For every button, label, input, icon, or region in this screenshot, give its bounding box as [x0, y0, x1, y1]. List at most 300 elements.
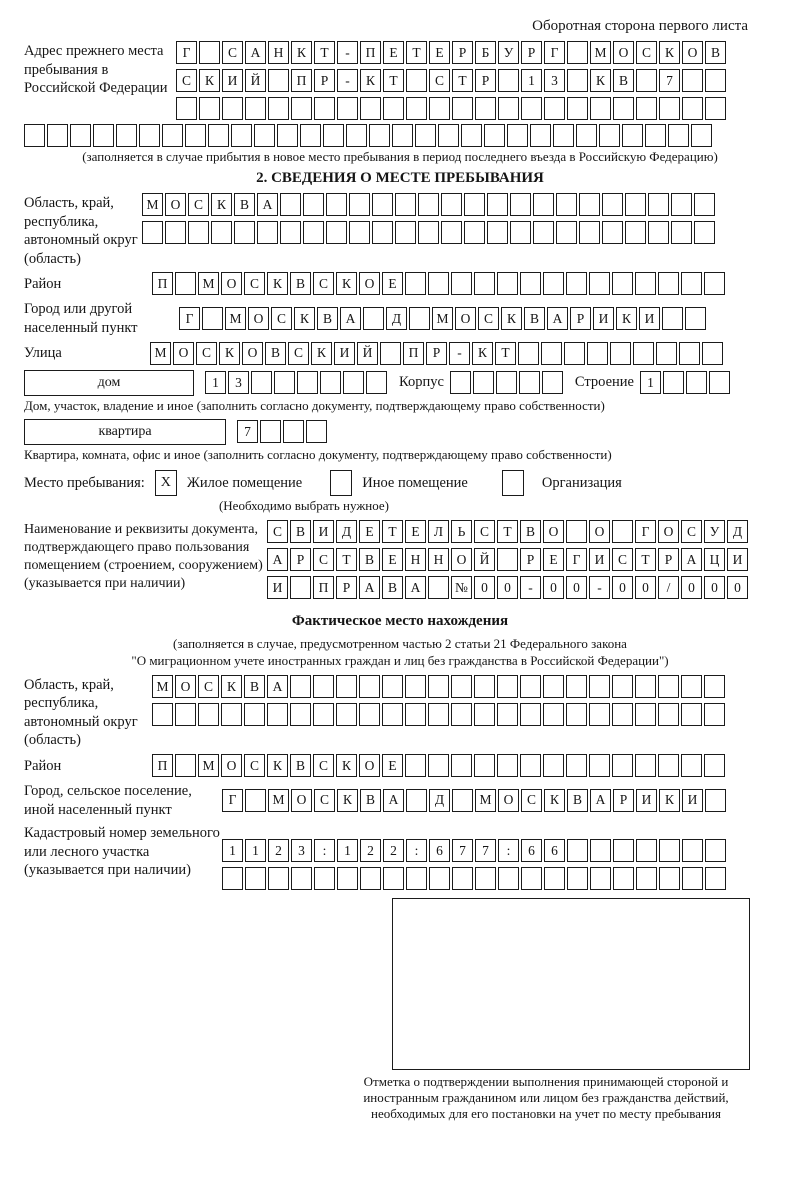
char-cell: С: [313, 272, 334, 295]
char-cell: М: [432, 307, 453, 330]
char-cell: [303, 193, 324, 216]
char-cell: 0: [635, 576, 656, 599]
char-cell: [530, 124, 551, 147]
region-label: Область, край, республика, автономный округ (область): [24, 195, 138, 267]
char-cell: Б: [475, 41, 496, 64]
char-cell: [346, 124, 367, 147]
char-row: [222, 839, 728, 862]
char-cell: -: [520, 576, 541, 599]
char-cell: [274, 371, 295, 394]
char-row: [267, 548, 750, 571]
char-cell: В: [524, 307, 545, 330]
char-cell: С: [313, 548, 334, 571]
house-row: [24, 370, 776, 396]
stay-option-checkbox-other: [330, 470, 352, 496]
char-cell: Р: [290, 548, 311, 571]
char-cell: [208, 124, 229, 147]
char-cell: Й: [474, 548, 495, 571]
char-cell: [556, 193, 577, 216]
char-cell: [429, 867, 450, 890]
char-cell: [245, 789, 266, 812]
char-cell: [475, 97, 496, 120]
char-cell: [245, 867, 266, 890]
char-cell: :: [406, 839, 427, 862]
actual-location-title: Фактическое место нахождения: [291, 613, 509, 630]
char-row: [152, 272, 727, 295]
char-cell: О: [613, 41, 634, 64]
char-cell: [567, 97, 588, 120]
char-cell: Т: [452, 69, 473, 92]
char-cell: А: [257, 193, 278, 216]
char-cell: [254, 124, 275, 147]
char-cell: 3: [544, 69, 565, 92]
char-cell: Р: [520, 548, 541, 571]
char-cell: К: [291, 41, 312, 64]
actual-location-caption-1: (заполняется в случае, предусмотренном частью 2 статьи 21 Федерального закона: [173, 636, 627, 652]
char-cell: [542, 371, 563, 394]
char-cell: А: [383, 789, 404, 812]
char-cell: [406, 867, 427, 890]
char-cell: [590, 867, 611, 890]
char-cell: [648, 193, 669, 216]
char-cell: [175, 754, 196, 777]
char-cell: [176, 97, 197, 120]
char-cell: [360, 867, 381, 890]
field-document: [24, 520, 776, 599]
char-cell: 7: [475, 839, 496, 862]
char-cell: Р: [475, 69, 496, 92]
char-cell: [566, 754, 587, 777]
char-cell: [519, 371, 540, 394]
char-cell: [613, 839, 634, 862]
char-cell: [451, 754, 472, 777]
char-cell: [142, 221, 163, 244]
char-cell: [543, 272, 564, 295]
char-cell: Е: [382, 548, 403, 571]
char-cell: [349, 221, 370, 244]
char-cell: Е: [383, 41, 404, 64]
char-cell: 1: [337, 839, 358, 862]
char-cell: [613, 97, 634, 120]
char-cell: М: [475, 789, 496, 812]
char-cell: [139, 124, 160, 147]
char-cell: [185, 124, 206, 147]
char-cell: [303, 221, 324, 244]
char-cell: С: [176, 69, 197, 92]
char-cell: Р: [570, 307, 591, 330]
char-row: [179, 307, 708, 330]
char-cell: [705, 97, 726, 120]
char-cell: О: [451, 548, 472, 571]
char-cell: У: [704, 520, 725, 543]
char-cell: [636, 839, 657, 862]
char-cell: 1: [521, 69, 542, 92]
char-cell: [579, 221, 600, 244]
char-cell: В: [567, 789, 588, 812]
char-cell: К: [659, 789, 680, 812]
char-cell: [709, 371, 730, 394]
char-cell: [648, 221, 669, 244]
char-cell: [564, 342, 585, 365]
char-cell: [441, 221, 462, 244]
char-cell: [382, 675, 403, 698]
region-grid: [142, 193, 717, 244]
char-cell: М: [152, 675, 173, 698]
char-cell: [290, 576, 311, 599]
char-cell: [579, 193, 600, 216]
char-cell: П: [360, 41, 381, 64]
char-row: [222, 867, 728, 890]
char-cell: В: [520, 520, 541, 543]
actual-location-caption-2: "О миграционном учете иностранных граждан и лиц без гражданства в Российской Федерации"): [131, 652, 669, 668]
char-cell: А: [340, 307, 361, 330]
char-cell: [360, 97, 381, 120]
char-cell: [679, 342, 700, 365]
char-cell: С: [521, 789, 542, 812]
char-cell: 2: [383, 839, 404, 862]
cadastral-label: Кадастровый номер земельного или лесного участка (указывается при наличии): [24, 825, 220, 879]
char-cell: [612, 675, 633, 698]
char-cell: [497, 675, 518, 698]
char-cell: [383, 97, 404, 120]
char-cell: [405, 754, 426, 777]
char-cell: [635, 703, 656, 726]
char-cell: [682, 69, 703, 92]
field-district-actual: [24, 754, 776, 777]
char-cell: 0: [566, 576, 587, 599]
char-cell: [343, 371, 364, 394]
char-cell: [405, 675, 426, 698]
char-cell: 0: [612, 576, 633, 599]
char-cell: [589, 703, 610, 726]
char-cell: [682, 867, 703, 890]
char-cell: [497, 548, 518, 571]
char-cell: 1: [640, 371, 661, 394]
char-cell: [392, 124, 413, 147]
char-cell: М: [142, 193, 163, 216]
char-cell: П: [313, 576, 334, 599]
char-cell: [484, 124, 505, 147]
char-cell: С: [222, 41, 243, 64]
char-cell: М: [225, 307, 246, 330]
char-cell: [257, 221, 278, 244]
char-cell: Н: [405, 548, 426, 571]
char-cell: О: [682, 41, 703, 64]
char-cell: [498, 97, 519, 120]
korpus-cells: [450, 371, 565, 394]
char-cell: [533, 221, 554, 244]
char-cell: [498, 867, 519, 890]
char-cell: К: [360, 69, 381, 92]
char-cell: [452, 789, 473, 812]
char-cell: [323, 124, 344, 147]
district-actual-label: Район: [24, 757, 62, 774]
char-cell: Р: [336, 576, 357, 599]
korpus-label: Корпус: [399, 374, 444, 391]
char-cell: Д: [336, 520, 357, 543]
char-cell: [694, 193, 715, 216]
char-cell: [450, 371, 471, 394]
char-cell: 0: [543, 576, 564, 599]
char-cell: [496, 371, 517, 394]
char-cell: О: [359, 754, 380, 777]
char-cell: [589, 754, 610, 777]
char-cell: [300, 124, 321, 147]
char-cell: [566, 675, 587, 698]
stroenie-cells: [640, 371, 732, 394]
char-cell: [704, 675, 725, 698]
char-cell: [662, 307, 683, 330]
char-row: [267, 576, 750, 599]
char-cell: Й: [357, 342, 378, 365]
char-cell: [244, 703, 265, 726]
char-cell: [383, 867, 404, 890]
char-cell: О: [291, 789, 312, 812]
char-cell: К: [199, 69, 220, 92]
char-cell: [625, 221, 646, 244]
char-cell: [636, 867, 657, 890]
char-cell: [199, 41, 220, 64]
stamp-area: [24, 898, 750, 1122]
char-cell: Е: [359, 520, 380, 543]
char-cell: О: [589, 520, 610, 543]
field-district: [24, 272, 776, 295]
char-row: [176, 69, 728, 92]
char-cell: [70, 124, 91, 147]
char-cell: Н: [428, 548, 449, 571]
char-cell: [152, 703, 173, 726]
char-cell: В: [317, 307, 338, 330]
street-label: Улица: [24, 345, 62, 362]
char-cell: [451, 703, 472, 726]
char-cell: [704, 754, 725, 777]
char-cell: Р: [658, 548, 679, 571]
char-cell: [556, 221, 577, 244]
char-cell: [280, 193, 301, 216]
char-cell: [188, 221, 209, 244]
char-cell: [636, 69, 657, 92]
char-cell: [704, 703, 725, 726]
char-cell: [438, 124, 459, 147]
char-cell: 3: [228, 371, 249, 394]
char-cell: [681, 272, 702, 295]
char-row: [152, 703, 727, 726]
char-cell: [474, 754, 495, 777]
char-cell: [599, 124, 620, 147]
char-cell: [520, 703, 541, 726]
char-cell: [633, 342, 654, 365]
city-label: Город или другой населенный пункт: [24, 301, 138, 336]
char-cell: [566, 520, 587, 543]
stamp-box: [392, 898, 750, 1070]
char-cell: [116, 124, 137, 147]
char-cell: 1: [245, 839, 266, 862]
char-cell: [222, 97, 243, 120]
char-cell: К: [336, 754, 357, 777]
char-cell: К: [472, 342, 493, 365]
char-cell: [625, 193, 646, 216]
char-cell: [451, 272, 472, 295]
char-cell: [314, 97, 335, 120]
char-cell: [487, 221, 508, 244]
char-row: [152, 754, 727, 777]
char-cell: Р: [452, 41, 473, 64]
stay-type-row: [24, 470, 776, 496]
char-cell: С: [288, 342, 309, 365]
char-cell: 1: [222, 839, 243, 862]
char-cell: [461, 124, 482, 147]
char-cell: Ц: [704, 548, 725, 571]
char-cell: [260, 420, 281, 443]
char-cell: [635, 754, 656, 777]
char-cell: А: [359, 576, 380, 599]
char-cell: И: [593, 307, 614, 330]
char-cell: [428, 703, 449, 726]
char-cell: [337, 97, 358, 120]
stroenie-label: Строение: [574, 374, 634, 391]
char-cell: К: [501, 307, 522, 330]
char-cell: 0: [474, 576, 495, 599]
char-cell: Г: [176, 41, 197, 64]
char-cell: [612, 272, 633, 295]
char-cell: К: [544, 789, 565, 812]
char-cell: [418, 221, 439, 244]
char-cell: [567, 41, 588, 64]
char-cell: Д: [429, 789, 450, 812]
char-cell: [659, 867, 680, 890]
char-cell: [290, 675, 311, 698]
char-cell: [567, 69, 588, 92]
char-cell: К: [267, 272, 288, 295]
char-cell: [268, 867, 289, 890]
char-cell: [380, 342, 401, 365]
char-cell: [313, 675, 334, 698]
char-cell: [668, 124, 689, 147]
char-cell: [382, 703, 403, 726]
char-cell: [198, 703, 219, 726]
char-cell: [441, 193, 462, 216]
char-cell: С: [474, 520, 495, 543]
char-cell: [475, 867, 496, 890]
char-cell: [452, 97, 473, 120]
char-cell: [418, 193, 439, 216]
char-cell: [658, 272, 679, 295]
char-cell: [199, 97, 220, 120]
char-cell: [541, 342, 562, 365]
char-cell: О: [165, 193, 186, 216]
char-cell: -: [337, 69, 358, 92]
char-cell: [349, 193, 370, 216]
char-cell: 0: [727, 576, 748, 599]
char-cell: [589, 272, 610, 295]
char-cell: К: [311, 342, 332, 365]
char-cell: Т: [314, 41, 335, 64]
char-cell: 7: [452, 839, 473, 862]
prev-address-overflow-row: [24, 124, 776, 147]
char-cell: [602, 193, 623, 216]
section2-title: 2. СВЕДЕНИЯ О МЕСТЕ ПРЕБЫВАНИЯ: [256, 170, 544, 187]
char-cell: О: [221, 754, 242, 777]
char-cell: [612, 520, 633, 543]
char-cell: 1: [205, 371, 226, 394]
char-cell: [290, 703, 311, 726]
char-cell: [337, 867, 358, 890]
char-cell: 6: [544, 839, 565, 862]
char-cell: Р: [426, 342, 447, 365]
char-cell: [587, 342, 608, 365]
char-cell: [543, 754, 564, 777]
house-word-box: дом: [24, 370, 194, 396]
char-cell: [610, 342, 631, 365]
char-cell: И: [222, 69, 243, 92]
apartment-number-cells: [237, 420, 329, 443]
char-cell: Т: [497, 520, 518, 543]
char-cell: [589, 675, 610, 698]
char-cell: [326, 193, 347, 216]
char-cell: [658, 675, 679, 698]
char-cell: [518, 342, 539, 365]
char-cell: [602, 221, 623, 244]
char-cell: В: [265, 342, 286, 365]
char-cell: [221, 703, 242, 726]
char-cell: [497, 272, 518, 295]
field-region: [24, 193, 776, 268]
char-cell: [406, 789, 427, 812]
char-cell: [612, 754, 633, 777]
char-cell: [681, 754, 702, 777]
house-number-cells: [205, 371, 389, 394]
char-cell: Е: [543, 548, 564, 571]
char-cell: М: [198, 754, 219, 777]
char-cell: С: [681, 520, 702, 543]
char-cell: [553, 124, 574, 147]
char-row: [176, 97, 728, 120]
char-cell: [659, 839, 680, 862]
char-cell: Д: [386, 307, 407, 330]
char-cell: [306, 420, 327, 443]
char-cell: [681, 703, 702, 726]
char-cell: [320, 371, 341, 394]
char-cell: [428, 754, 449, 777]
char-cell: [659, 97, 680, 120]
char-cell: [685, 307, 706, 330]
cadastral-grid: [222, 823, 728, 890]
char-cell: [612, 703, 633, 726]
char-cell: С: [612, 548, 633, 571]
char-cell: П: [403, 342, 424, 365]
char-cell: [705, 839, 726, 862]
city-actual-label: Город, сельское поселение, иной населенный пункт: [24, 782, 192, 818]
char-cell: С: [188, 193, 209, 216]
char-cell: [428, 675, 449, 698]
char-cell: [635, 675, 656, 698]
char-cell: П: [152, 272, 173, 295]
char-cell: [359, 675, 380, 698]
char-cell: О: [175, 675, 196, 698]
char-cell: [297, 371, 318, 394]
char-cell: В: [613, 69, 634, 92]
char-cell: 2: [360, 839, 381, 862]
char-cell: [280, 221, 301, 244]
char-cell: К: [659, 41, 680, 64]
char-cell: [474, 703, 495, 726]
char-cell: 6: [429, 839, 450, 862]
char-cell: 2: [268, 839, 289, 862]
char-cell: В: [244, 675, 265, 698]
char-cell: К: [211, 193, 232, 216]
char-cell: [520, 675, 541, 698]
char-cell: В: [290, 754, 311, 777]
